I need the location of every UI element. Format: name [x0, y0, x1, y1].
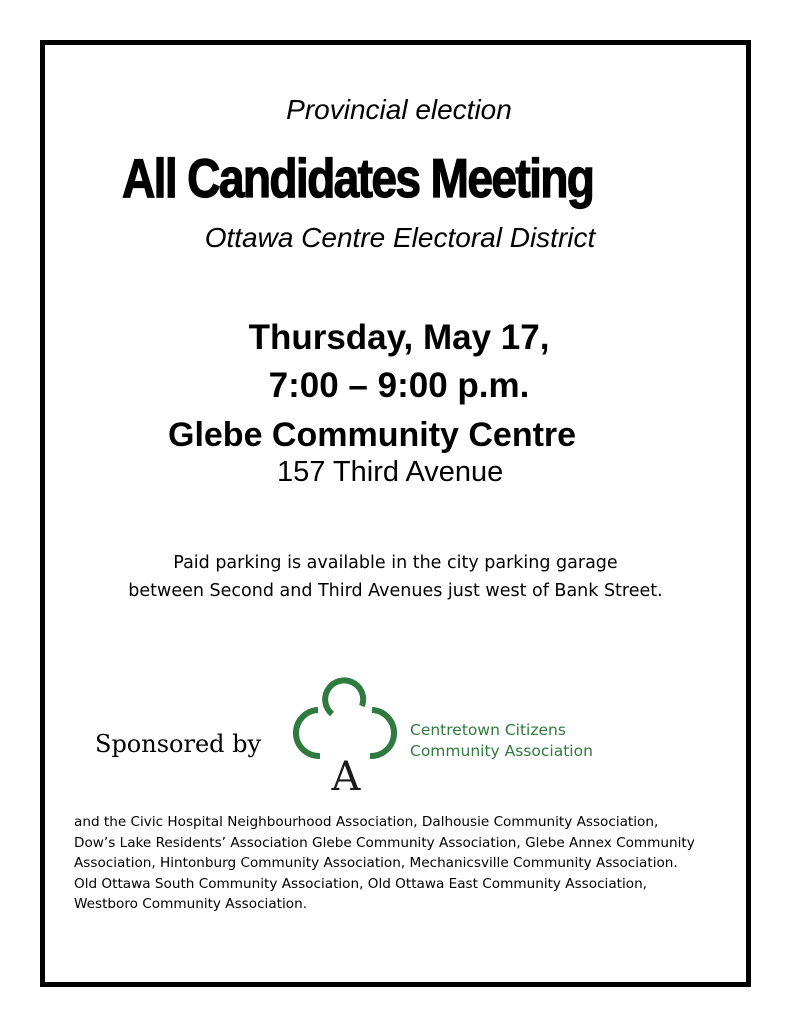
parking-note	[0, 549, 791, 605]
co-sponsors-line: Association, Hintonburg Community Association, Mechanicsville Community Association.	[74, 855, 678, 871]
meeting-date: Thursday, May 17,	[248, 318, 550, 357]
electoral-district: Ottawa Centre Electoral District	[204, 222, 596, 253]
ccca-logo-icon	[290, 676, 400, 796]
sponsor-org-name	[410, 720, 593, 762]
co-sponsors-line: Dow’s Lake Residents’ Association Glebe Community Association, Glebe Annex Community	[74, 834, 695, 851]
venue-address: 157 Third Avenue	[277, 456, 504, 488]
co-sponsors-list	[74, 812, 714, 915]
org-name-line: Centretown Citizens	[410, 721, 566, 739]
co-sponsors-line: Westboro Community Association.	[74, 896, 308, 912]
venue-name: Glebe Community Centre	[168, 416, 577, 454]
co-sponsors-line: and the Civic Hospital Neighbourhood Association, Dalhousie Community Association,	[74, 814, 659, 830]
meeting-time: 7:00 – 9:00 p.m.	[268, 366, 530, 405]
sponsored-by-label: Sponsored by	[95, 730, 262, 758]
co-sponsors-line: Old Ottawa South Community Association, Old Ottawa East Community Association,	[74, 875, 648, 892]
logo-letter: A	[331, 754, 361, 796]
parking-line: between Second and Third Avenues just west of Bank Street.	[128, 581, 663, 601]
election-kicker: Provincial election	[286, 94, 512, 125]
org-name-line: Community Association	[410, 742, 593, 760]
headline: All Candidates Meeting	[122, 147, 594, 209]
parking-line: Paid parking is available in the city parking garage	[173, 553, 618, 573]
